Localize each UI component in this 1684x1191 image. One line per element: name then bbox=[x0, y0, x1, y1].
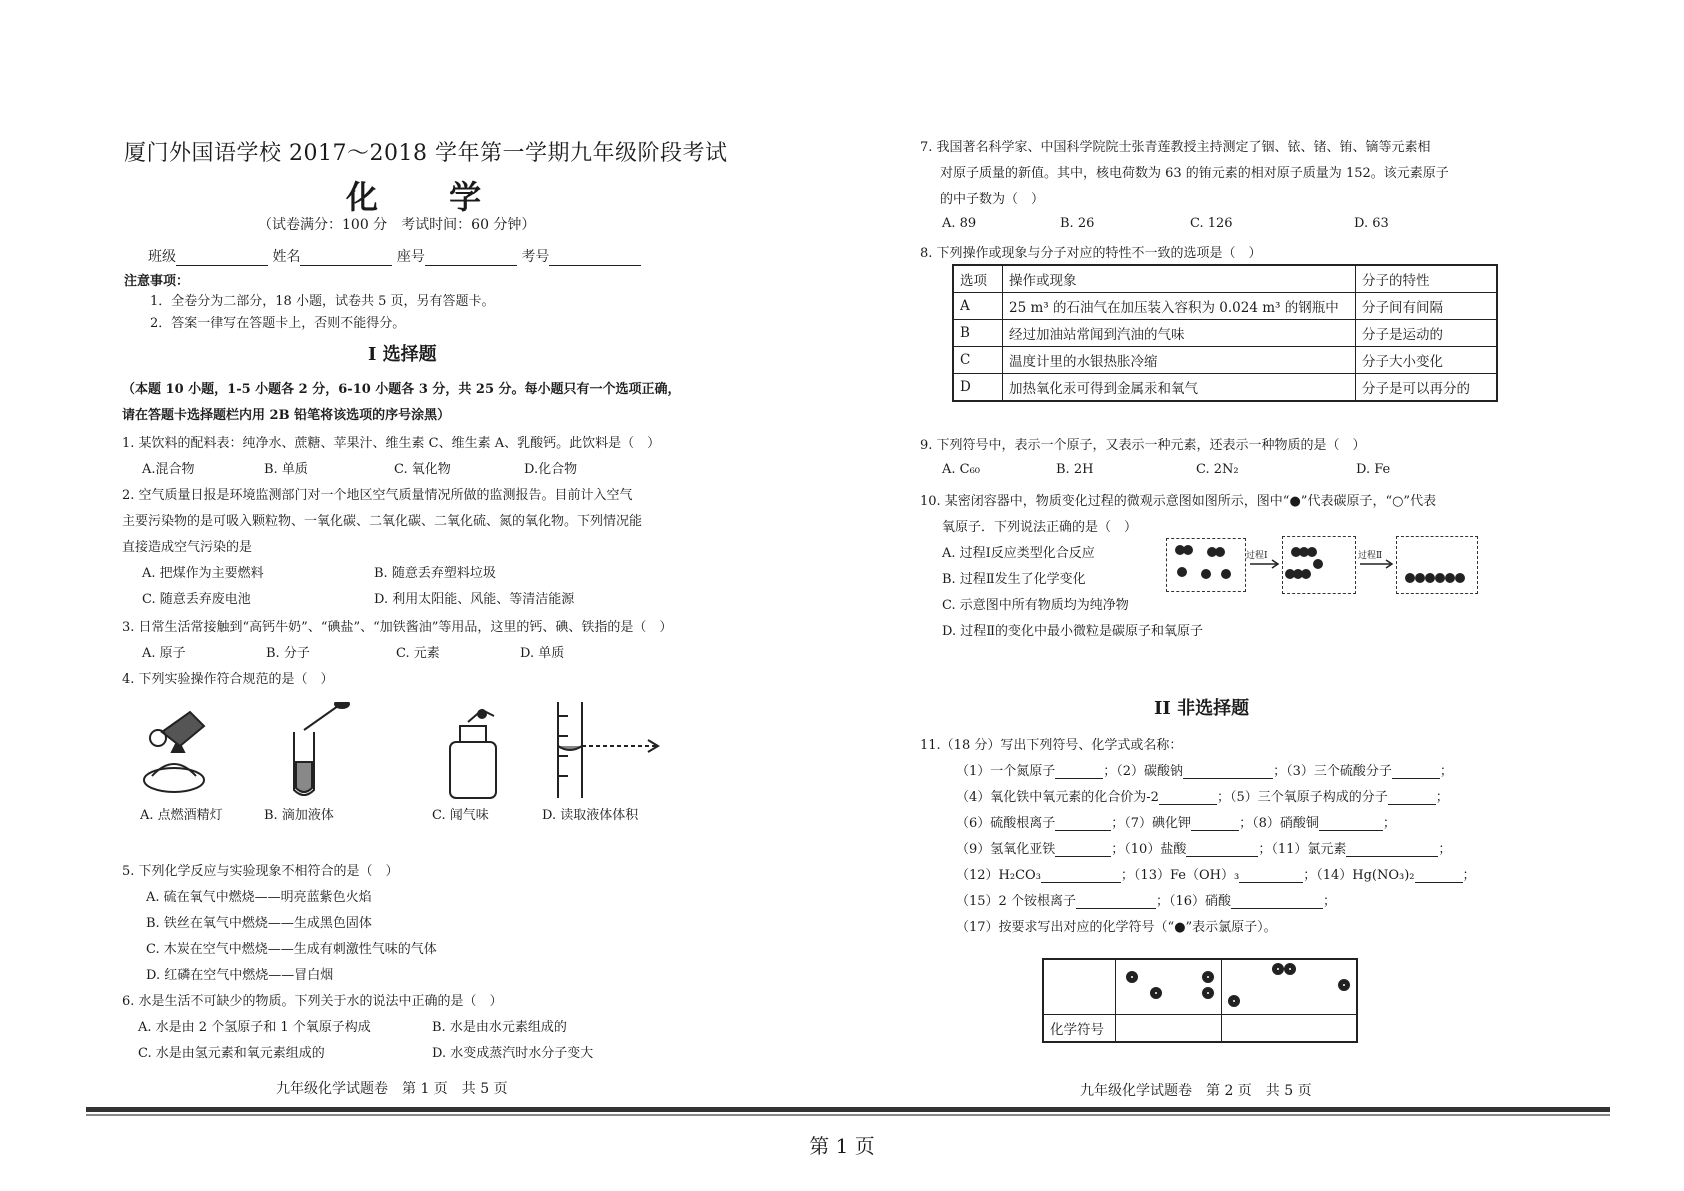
q7-stem-2: 对原子质量的新值。其中，核电荷数为 63 的铕元素的相对原子质量为 152。该元素原子 bbox=[940, 166, 1449, 181]
q11-item: ； bbox=[1382, 816, 1396, 831]
q11-line-6 bbox=[956, 890, 1336, 909]
section1-title: I 选择题 bbox=[368, 344, 437, 365]
q1-stem: 1. 某饮料的配料表：纯净水、蔗糖、苹果汁、维生素 C、维生素 A、乳酸钙。此饮料是（ ） bbox=[122, 436, 661, 451]
section2-title: II 非选择题 bbox=[1154, 698, 1250, 719]
q8-stem: 8. 下列操作或现象与分子对应的特性不一致的选项是（ ） bbox=[920, 246, 1262, 261]
table-row bbox=[1043, 959, 1357, 1015]
chlorine-atom-icon bbox=[1228, 995, 1240, 1007]
page-divider bbox=[86, 1107, 1610, 1112]
q6-option-c: C. 水是由氢元素和氧元素组成的 bbox=[138, 1046, 325, 1061]
footer-right: 九年级化学试题卷 第 2 页 共 5 页 bbox=[1080, 1083, 1312, 1099]
q3-option-b: B. 分子 bbox=[266, 646, 310, 661]
q10-option-a: A. 过程Ⅰ反应类型化合反应 bbox=[942, 546, 1095, 561]
q2-stem-3: 直接造成空气污染的是 bbox=[122, 540, 253, 555]
q11-item: ； bbox=[1438, 842, 1452, 857]
footer-left: 九年级化学试题卷 第 1 页 共 5 页 bbox=[276, 1081, 508, 1097]
field-class-label: 班级 bbox=[148, 249, 176, 265]
q8-cell: D bbox=[953, 374, 1003, 402]
q6-option-b: B. 水是由水元素组成的 bbox=[432, 1020, 567, 1035]
q9-option-c: C. 2N₂ bbox=[1196, 462, 1239, 477]
q2-option-b: B. 随意丢弃塑料垃圾 bbox=[374, 566, 496, 581]
q1-option-c: C. 氧化物 bbox=[394, 462, 451, 477]
q11-item: ；（14）Hg(NO₃)₂ bbox=[1303, 868, 1415, 883]
q1-option-d: D.化合物 bbox=[524, 462, 578, 477]
q4-option-b: B. 滴加液体 bbox=[264, 808, 334, 823]
q11-answer-cell[interactable] bbox=[1115, 1015, 1221, 1043]
q11-stem: 11.（18 分）写出下列符号、化学式或名称： bbox=[920, 738, 1183, 753]
q3-option-c: C. 元素 bbox=[396, 646, 440, 661]
q11-line-2 bbox=[956, 786, 1449, 805]
q4-option-d: D. 读取液体体积 bbox=[542, 808, 639, 823]
q8-cell: 分子间有间隔 bbox=[1356, 293, 1498, 320]
q11-item: ；（7）碘化钾 bbox=[1111, 816, 1192, 831]
q3-stem: 3. 日常生活常接触到“高钙牛奶”、“碘盐”、“加铁酱油”等用品，这里的钙、碘、铁指的是（ ） bbox=[122, 620, 673, 635]
q11-line-17: （17）按要求写出对应的化学符号（“●”表示氯原子）。 bbox=[956, 920, 1277, 935]
q8-header-operation: 操作或现象 bbox=[1003, 265, 1356, 293]
student-fields bbox=[148, 246, 641, 266]
q8-cell: 温度计里的水银热胀冷缩 bbox=[1003, 347, 1356, 374]
q4-option-a: A. 点燃酒精灯 bbox=[140, 808, 223, 823]
q7-option-c: C. 126 bbox=[1190, 216, 1233, 231]
q8-cell: 分子是可以再分的 bbox=[1356, 374, 1498, 402]
table-row bbox=[953, 293, 1497, 320]
q7-option-d: D. 63 bbox=[1354, 216, 1389, 231]
table-row bbox=[953, 320, 1497, 347]
gas-bottle-icon bbox=[450, 710, 496, 798]
notes-item-1: 1．全卷分为二部分，18 小题，试卷共 5 页，另有答题卡。 bbox=[150, 294, 495, 309]
q11-item: ；（11）氯元素 bbox=[1258, 842, 1347, 857]
q1-option-b: B. 单质 bbox=[264, 462, 308, 477]
q11-item: ； bbox=[1323, 894, 1337, 909]
table-row bbox=[953, 265, 1497, 293]
q5-option-c: C. 木炭在空气中燃烧——生成有刺激性气味的气体 bbox=[146, 942, 437, 957]
q3-option-a: A. 原子 bbox=[142, 646, 186, 661]
q6-stem: 6. 水是生活不可缺少的物质。下列关于水的说法中正确的是（ ） bbox=[122, 994, 503, 1009]
page-divider-thin bbox=[86, 1114, 1610, 1116]
q9-option-d: D. Fe bbox=[1356, 462, 1391, 477]
exam-info: （试卷满分：100 分 考试时间：60 分钟） bbox=[258, 217, 536, 233]
q11-item: （15）2 个铵根离子 bbox=[956, 894, 1076, 909]
table-row bbox=[1043, 1015, 1357, 1043]
q11-answer-cell[interactable] bbox=[1222, 1015, 1358, 1043]
q11-line-1 bbox=[956, 760, 1453, 779]
q10-option-d: D. 过程Ⅱ的变化中最小微粒是碳原子和氧原子 bbox=[942, 624, 1204, 639]
q11-item: ； bbox=[1439, 764, 1453, 779]
q3-option-d: D. 单质 bbox=[520, 646, 565, 661]
q11-item: ；（3）三个硫酸分子 bbox=[1273, 764, 1392, 779]
q9-option-b: B. 2H bbox=[1056, 462, 1094, 477]
q8-cell: 加热氧化汞可得到金属汞和氧气 bbox=[1003, 374, 1356, 402]
q2-stem-2: 主要污染物的是可吸入颗粒物、一氧化碳、二氧化碳、二氧化硫、氮的氧化物。下列情况能 bbox=[122, 514, 643, 529]
section1-instr-2: 请在答题卡选择题栏内用 2B 铅笔将该选项的序号涂黑） bbox=[122, 408, 451, 423]
dropper-test-tube-icon bbox=[294, 702, 349, 795]
q6-option-d: D. 水变成蒸汽时水分子变大 bbox=[432, 1046, 594, 1061]
q1-option-a: A.混合物 bbox=[142, 462, 195, 477]
q11-line-4 bbox=[956, 838, 1451, 857]
q7-stem-1: 7. 我国著名科学家、中国科学院院士张青莲教授主持测定了铟、铱、锗、铕、镝等元素相 bbox=[920, 140, 1431, 155]
q11-atoms-paired bbox=[1222, 959, 1358, 1015]
table-row bbox=[953, 374, 1497, 402]
q11-table-label: 化学符号 bbox=[1043, 1015, 1115, 1043]
q8-cell: 经过加油站常闻到汽油的气味 bbox=[1003, 320, 1356, 347]
chlorine-atom-icon bbox=[1338, 979, 1350, 991]
q8-cell: 25 m³ 的石油气在加压装入容积为 0.024 m³ 的钢瓶中 bbox=[1003, 293, 1356, 320]
q11-line-3 bbox=[956, 812, 1396, 831]
field-name-label: 姓名 bbox=[272, 249, 301, 265]
q8-header-option: 选项 bbox=[953, 265, 1003, 293]
q11-item: （9）氢氧化亚铁 bbox=[956, 842, 1056, 857]
q7-option-a: A. 89 bbox=[942, 216, 977, 231]
q4-option-c: C. 闻气味 bbox=[432, 808, 489, 823]
q11-item: ；（8）硝酸铜 bbox=[1239, 816, 1319, 831]
chlorine-atom-icon bbox=[1126, 971, 1138, 983]
graduated-cylinder-icon bbox=[558, 702, 658, 798]
q10-molecule-diagram bbox=[1166, 538, 1478, 594]
q11-item: （4）氧化铁中氧元素的化合价为-2 bbox=[956, 790, 1159, 805]
q5-stem: 5. 下列化学反应与实验现象不相符合的是（ ） bbox=[122, 864, 399, 879]
chlorine-atom-icon bbox=[1272, 963, 1284, 975]
q9-option-a: A. C₆₀ bbox=[942, 462, 981, 477]
q10-process2-label: 过程Ⅱ bbox=[1358, 551, 1383, 561]
q8-cell: 分子大小变化 bbox=[1356, 347, 1498, 374]
q8-cell: A bbox=[953, 293, 1003, 320]
exam-title: 厦门外国语学校 2017～2018 学年第一学期九年级阶段考试 bbox=[124, 141, 728, 166]
subject-title: 化 学 bbox=[346, 178, 512, 216]
page-number: 第 1 页 bbox=[809, 1134, 875, 1158]
q2-option-d: D. 利用太阳能、风能、等清洁能源 bbox=[374, 592, 575, 607]
q11-item: （12）H₂CO₃ bbox=[956, 868, 1041, 883]
q10-option-b: B. 过程Ⅱ发生了化学变化 bbox=[942, 572, 1086, 587]
q2-option-c: C. 随意丢弃废电池 bbox=[142, 592, 251, 607]
q11-item: ；（2）碳酸钠 bbox=[1103, 764, 1184, 779]
q7-stem-3: 的中子数为（ ） bbox=[940, 192, 1045, 207]
q11-item: ； bbox=[1435, 790, 1449, 805]
chlorine-atom-icon bbox=[1202, 971, 1214, 983]
q10-stem-2: 氧原子．下列说法正确的是（ ） bbox=[942, 520, 1138, 535]
q11-table-empty bbox=[1043, 959, 1115, 1015]
q11-item: ；（5）三个氧原子构成的分子 bbox=[1216, 790, 1388, 805]
q4-illustrations bbox=[132, 702, 672, 802]
field-id-label: 考号 bbox=[521, 249, 550, 265]
q11-item: （6）硫酸根离子 bbox=[956, 816, 1056, 831]
q8-cell: B bbox=[953, 320, 1003, 347]
alcohol-lamp-icon bbox=[144, 712, 204, 792]
q8-cell: C bbox=[953, 347, 1003, 374]
q2-stem-1: 2. 空气质量日报是环境监测部门对一个地区空气质量情况所做的监测报告。目前计入空气 bbox=[122, 488, 633, 503]
q7-option-b: B. 26 bbox=[1060, 216, 1095, 231]
q11-item: ；（16）硝酸 bbox=[1155, 894, 1231, 909]
field-seat-label: 座号 bbox=[396, 249, 425, 265]
q11-item: ；（10）盐酸 bbox=[1111, 842, 1187, 857]
q11-line-5 bbox=[956, 864, 1476, 883]
q10-stem-1: 10. 某密闭容器中，物质变化过程的微观示意图如图所示，图中“●”代表碳原子，“○”代表 bbox=[920, 494, 1437, 509]
q5-option-d: D. 红磷在空气中燃烧——冒白烟 bbox=[146, 968, 334, 983]
notes-title: 注意事项： bbox=[124, 274, 190, 289]
q10-process1-label: 过程Ⅰ bbox=[1246, 551, 1268, 561]
q11-item: ； bbox=[1462, 868, 1476, 883]
table-row bbox=[953, 347, 1497, 374]
q4-stem: 4. 下列实验操作符合规范的是（ ） bbox=[122, 672, 334, 687]
q5-option-b: B. 铁丝在氧气中燃烧——生成黑色固体 bbox=[146, 916, 372, 931]
q6-option-a: A. 水是由 2 个氢原子和 1 个氧原子构成 bbox=[138, 1020, 371, 1035]
chlorine-atom-icon bbox=[1284, 963, 1296, 975]
section1-instr-1: （本题 10 小题，1-5 小题各 2 分，6-10 小题各 3 分，共 25 分。每小题只有一个选项正确， bbox=[122, 382, 681, 397]
q11-item: （1）一个氮原子 bbox=[956, 764, 1056, 779]
q5-option-a: A. 硫在氧气中燃烧——明亮蓝紫色火焰 bbox=[146, 890, 372, 905]
q8-cell: 分子是运动的 bbox=[1356, 320, 1498, 347]
chlorine-atom-icon bbox=[1202, 987, 1214, 999]
q2-option-a: A. 把煤作为主要燃料 bbox=[142, 566, 264, 581]
chlorine-atom-icon bbox=[1150, 987, 1162, 999]
q8-header-property: 分子的特性 bbox=[1356, 265, 1498, 293]
q11-item: ；（13）Fe（OH）₃ bbox=[1120, 868, 1240, 883]
q8-table bbox=[952, 264, 1498, 402]
q11-symbol-table bbox=[1042, 958, 1358, 1043]
q11-atoms-separate bbox=[1115, 959, 1221, 1015]
q10-option-c: C. 示意图中所有物质均为纯净物 bbox=[942, 598, 1129, 613]
notes-item-2: 2．答案一律写在答题卡上，否则不能得分。 bbox=[150, 316, 406, 331]
q9-stem: 9. 下列符号中，表示一个原子，又表示一种元素，还表示一种物质的是（ ） bbox=[920, 438, 1366, 453]
